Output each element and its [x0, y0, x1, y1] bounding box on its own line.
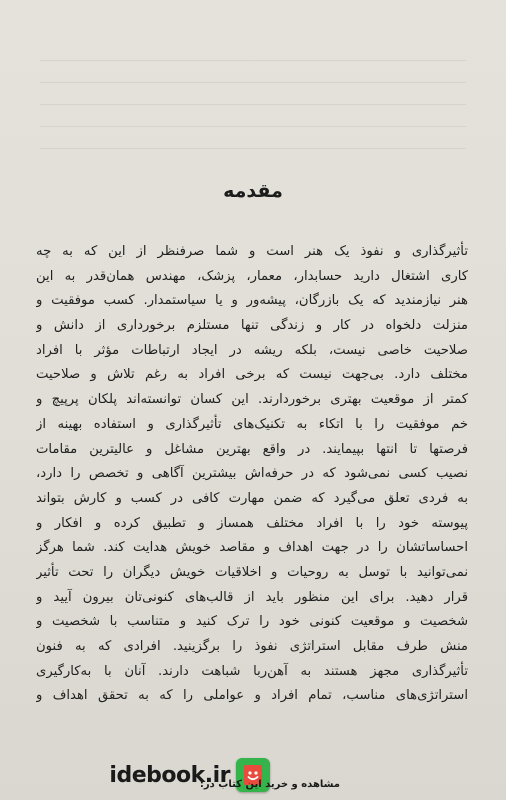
- text-line: فرصتها تا انتها بپیمایند. در واقع بهترین مشاغل و عالیترین مقامات: [36, 441, 468, 457]
- text-line: قرار دهید. برای این منظور باید از قالب‌های کنونی‌تان بیرون آیید و: [36, 589, 468, 605]
- bleed-through-text: [40, 60, 466, 170]
- text-line: کمتر از موقعیت بهتری برخوردارند. این کسان توانسته‌اند پلکان پرپیچ و: [36, 392, 468, 408]
- text-line: احساساتشان را در جهت اهداف و مقاصد خویش هدایت کند. شما هرگز: [36, 540, 468, 556]
- text-line: منش طرف مقابل استراتژی نفوذ را برگزینید. افرادی که به فنون: [36, 639, 468, 654]
- text-line: استراتژی‌های مناسب، تمام افراد و عواملی را که به تحقق اهداف و: [36, 688, 468, 704]
- text-line: تأثیرگذاری و نفوذ یک هنر است و شما صرفنظر از این که به چه: [36, 244, 468, 259]
- watermark-tagline: مشاهده و خرید این کتاب در:: [199, 779, 340, 790]
- text-line: پیوسته خود را با افراد مختلف همساز و تطبیق کرده و افکار و: [36, 515, 468, 531]
- text-line: مختلف دارد. بی‌جهت نیست که برخی افراد به رغم تلاش و صلاحیت: [36, 367, 468, 383]
- text-line: هنر نیازمندید که یک بازرگان، پیشه‌ور و یا سیاستمدار. کسب موفقیت و: [36, 293, 468, 309]
- text-line: صلاحیت خاصی نیست، بلکه ریشه در ایجاد ارتباطات مؤثر با افراد: [36, 342, 468, 358]
- body-paragraph: [36, 240, 468, 709]
- text-line: شخصیت و موقعیت کنونی خود را ترک کنید و متناسب با شخصیت و: [36, 614, 468, 630]
- bleed-through-footnote: [60, 710, 310, 728]
- watermark[interactable]: [0, 752, 340, 798]
- text-line: خم موفقیت را با اتکاء به تکنیک‌های تأثیرگذاری و استفاده بهینه از: [36, 416, 468, 432]
- page-title: مقدمه: [223, 180, 283, 202]
- text-line: نصیب کسی نمی‌شود که در حرفه‌اش بیشترین آگاهی و تخصص را دارد،: [36, 466, 468, 482]
- text-line: به فردی تعلق می‌گیرد که ضمن مهارت کافی در کسب و کارش بتواند: [36, 490, 468, 506]
- text-line: کاری اشتغال دارید حسابدار، معمار، پزشک، مهندس همان‌قدر به این: [36, 268, 468, 284]
- text-line: نمی‌توانید با توسل به روحیات و اخلاقیات خویش دیگران را تحت تأثیر: [36, 564, 468, 580]
- text-line: منزلت دلخواه در کار و زندگی تنها مستلزم برخورداری از دانش و: [36, 318, 468, 334]
- text-line: تأثیرگذاری مجهز هستند به آهن‌ربا شباهت دارند. آنان با به‌کارگیری: [36, 663, 468, 679]
- watermark-brand: idebook.ir: [109, 762, 230, 788]
